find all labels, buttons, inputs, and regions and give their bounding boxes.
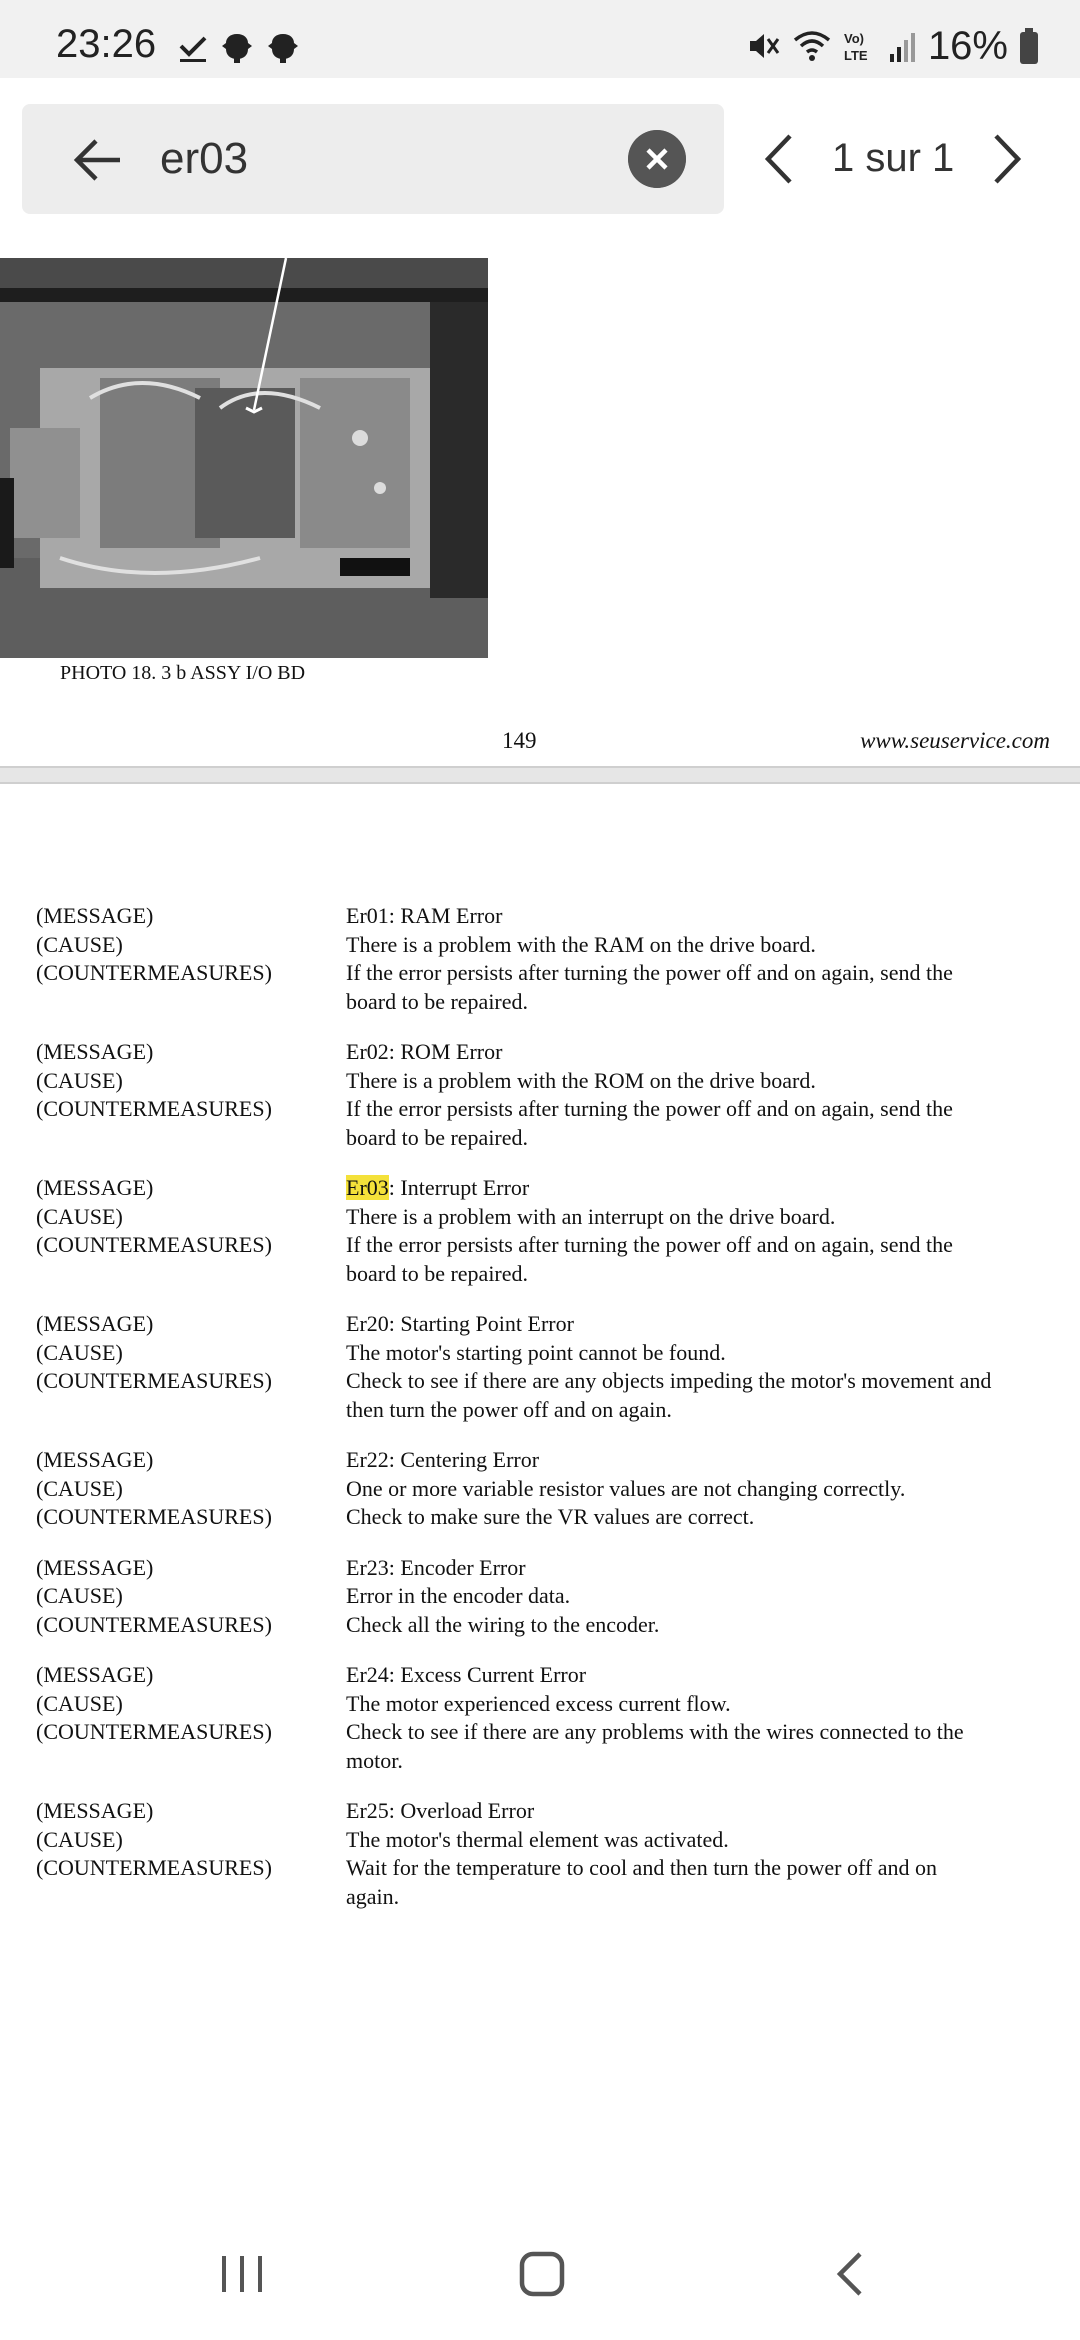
- back-icon[interactable]: [820, 2244, 880, 2304]
- back-arrow-icon[interactable]: [66, 128, 130, 192]
- error-entry: [36, 902, 1056, 1016]
- error-labels: [36, 1038, 346, 1152]
- countermeasures-label: (COUNTERMEASURES): [36, 1096, 272, 1121]
- error-labels: [36, 902, 346, 1016]
- error-texts: [346, 1446, 1056, 1532]
- message-label: (MESSAGE): [36, 1662, 154, 1687]
- error-texts: [346, 1661, 1056, 1775]
- error-countermeasure: If the error persists after turning the power off and on again, send the: [346, 1096, 953, 1121]
- svg-text:LTE: LTE: [843, 48, 868, 63]
- error-countermeasure-continued: board to be repaired.: [346, 988, 529, 1014]
- error-countermeasure: Check to see if there are any objects impeding the motor's movement and: [346, 1368, 992, 1393]
- error-entry: [36, 1661, 1056, 1775]
- error-countermeasure: Check all the wiring to the encoder.: [346, 1611, 660, 1637]
- error-message: Er24: Excess Current Error: [346, 1662, 587, 1687]
- error-labels: [36, 1446, 346, 1532]
- error-message: Er25: Overload Error: [346, 1798, 535, 1823]
- message-label: (MESSAGE): [36, 903, 154, 928]
- countermeasures-label: (COUNTERMEASURES): [36, 1719, 272, 1744]
- error-cause: The motor's starting point cannot be found.: [346, 1339, 726, 1365]
- cause-label: (CAUSE): [36, 1690, 123, 1716]
- error-message: [346, 1174, 1056, 1203]
- recent-apps-icon[interactable]: [212, 2244, 272, 2304]
- countermeasures-label: (COUNTERMEASURES): [36, 1504, 272, 1529]
- status-bar: [0, 0, 1080, 78]
- error-countermeasure-continued: again.: [346, 1883, 400, 1909]
- check-icon: [176, 31, 210, 65]
- error-texts: [346, 902, 1056, 1016]
- cause-label: (CAUSE): [36, 1339, 123, 1365]
- photo-image: [0, 258, 488, 658]
- error-texts: [346, 1797, 1056, 1911]
- mute-icon: [746, 28, 782, 64]
- error-cause: The motor's thermal element was activated.: [346, 1826, 729, 1852]
- wifi-icon: [792, 28, 832, 64]
- error-labels: [36, 1554, 346, 1640]
- error-countermeasure-continued: then turn the power off and on again.: [346, 1396, 672, 1422]
- status-notification-icons: [176, 28, 302, 68]
- error-cause: Error in the encoder data.: [346, 1583, 571, 1608]
- error-texts: [346, 1554, 1056, 1640]
- error-entry: [36, 1797, 1056, 1911]
- error-countermeasure: If the error persists after turning the power off and on again, send the: [346, 960, 953, 985]
- home-icon[interactable]: [512, 2244, 572, 2304]
- error-labels: [36, 1661, 346, 1775]
- countermeasures-label: (COUNTERMEASURES): [36, 1855, 272, 1880]
- status-time: 23:26: [56, 22, 157, 66]
- search-header: [0, 78, 1080, 228]
- error-cause: There is a problem with an interrupt on the drive board.: [346, 1203, 836, 1229]
- error-message: Er20: Starting Point Error: [346, 1311, 574, 1336]
- cause-label: (CAUSE): [36, 1067, 123, 1093]
- clear-search-icon[interactable]: [628, 130, 686, 188]
- error-texts: [346, 1038, 1056, 1152]
- circuit-board-photo: [0, 258, 488, 658]
- error-countermeasure: If the error persists after turning the power off and on again, send the: [346, 1232, 953, 1257]
- search-result-count: 1 sur 1: [832, 136, 955, 180]
- notification-icon: [264, 31, 302, 65]
- message-label: (MESSAGE): [36, 1311, 154, 1336]
- error-message: Er01: RAM Error: [346, 903, 503, 928]
- page-website: www.seuservice.com: [860, 728, 1050, 753]
- cause-label: (CAUSE): [36, 1203, 123, 1229]
- error-countermeasure-continued: board to be repaired.: [346, 1260, 529, 1286]
- message-label: (MESSAGE): [36, 1175, 154, 1200]
- countermeasures-label: (COUNTERMEASURES): [36, 1232, 272, 1257]
- status-system-icons: [746, 22, 1040, 70]
- search-highlight[interactable]: Er03: [346, 1175, 389, 1200]
- error-message: Er23: Encoder Error: [346, 1554, 526, 1580]
- error-labels: [36, 1797, 346, 1911]
- error-countermeasure-continued: motor.: [346, 1747, 403, 1773]
- error-texts: [346, 1310, 1056, 1424]
- error-countermeasure-continued: board to be repaired.: [346, 1124, 529, 1150]
- error-code-list: [36, 902, 1056, 1933]
- message-label: (MESSAGE): [36, 1798, 154, 1823]
- error-message-rest: : Interrupt Error: [388, 1175, 530, 1200]
- battery-percentage: 16%: [927, 23, 1008, 68]
- notification-icon: [218, 31, 256, 65]
- system-nav-bar: [0, 2220, 1080, 2340]
- message-label: (MESSAGE): [36, 1554, 154, 1580]
- battery-icon: [1018, 27, 1040, 65]
- photo-caption: PHOTO 18. 3 b ASSY I/O BD: [60, 662, 306, 684]
- error-entry: [36, 1310, 1056, 1424]
- search-bar[interactable]: [22, 104, 724, 214]
- cause-label: (CAUSE): [36, 1826, 123, 1852]
- cause-label: (CAUSE): [36, 1475, 123, 1501]
- error-countermeasure: Check to see if there are any problems with the wires connected to the: [346, 1719, 964, 1744]
- page-number: 149: [502, 728, 537, 753]
- next-result-icon[interactable]: [978, 124, 1034, 194]
- page-divider: [0, 766, 1080, 784]
- signal-icon: [888, 28, 918, 64]
- search-input[interactable]: er03: [160, 134, 249, 183]
- error-texts: [346, 1174, 1056, 1288]
- error-entry: [36, 1554, 1056, 1640]
- svg-text:Vo): Vo): [843, 31, 864, 46]
- error-message: Er02: ROM Error: [346, 1039, 503, 1064]
- error-entry: [36, 1038, 1056, 1152]
- message-label: (MESSAGE): [36, 1447, 154, 1472]
- cause-label: (CAUSE): [36, 1583, 123, 1608]
- previous-result-icon[interactable]: [752, 124, 808, 194]
- error-cause: The motor experienced excess current flow.: [346, 1690, 731, 1716]
- error-cause: There is a problem with the ROM on the drive board.: [346, 1067, 816, 1093]
- error-countermeasure: Wait for the temperature to cool and then turn the power off and on: [346, 1855, 938, 1880]
- countermeasures-label: (COUNTERMEASURES): [36, 960, 272, 985]
- countermeasures-label: (COUNTERMEASURES): [36, 1611, 272, 1637]
- error-labels: [36, 1310, 346, 1424]
- countermeasures-label: (COUNTERMEASURES): [36, 1368, 272, 1393]
- error-cause: There is a problem with the RAM on the drive board.: [346, 931, 816, 957]
- error-message: Er22: Centering Error: [346, 1447, 540, 1472]
- volte-icon: [842, 28, 878, 64]
- error-countermeasure: Check to make sure the VR values are correct.: [346, 1504, 755, 1529]
- error-cause: One or more variable resistor values are not changing correctly.: [346, 1475, 906, 1501]
- cause-label: (CAUSE): [36, 931, 123, 957]
- error-labels: [36, 1174, 346, 1288]
- error-entry-search-match: [36, 1174, 1056, 1288]
- error-entry: [36, 1446, 1056, 1532]
- message-label: (MESSAGE): [36, 1039, 154, 1064]
